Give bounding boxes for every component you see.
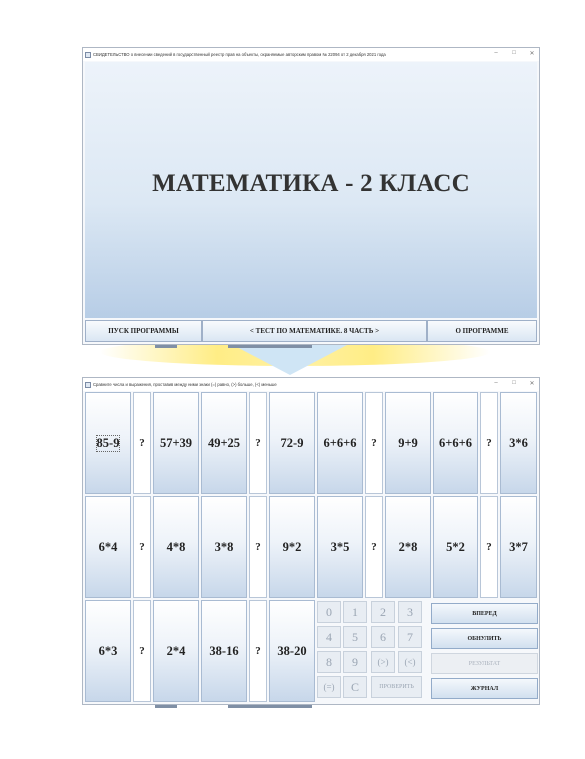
key-7[interactable]: 7: [398, 626, 422, 648]
minimize-icon[interactable]: –: [494, 50, 498, 56]
comparison-slot[interactable]: ?: [365, 496, 383, 598]
key-1[interactable]: 1: [343, 601, 367, 623]
expression-right[interactable]: 2*8: [385, 496, 431, 598]
exercise-window: [82, 377, 540, 705]
start-program-button[interactable]: ПУСК ПРОГРАММЫ: [85, 320, 202, 342]
key-0[interactable]: 0: [317, 601, 341, 623]
comparison-slot[interactable]: ?: [365, 392, 383, 494]
comparison-slot[interactable]: ?: [133, 600, 151, 702]
expression-right[interactable]: 3*6: [500, 392, 537, 494]
reset-button[interactable]: ОБНУЛИТЬ: [431, 628, 538, 649]
minimize-icon[interactable]: –: [494, 380, 498, 386]
title-bar: [83, 48, 539, 61]
decorative-arrow: [233, 345, 347, 375]
bottom-toolbar: [85, 320, 537, 342]
close-icon[interactable]: ✕: [529, 51, 535, 57]
expression-left[interactable]: 38-16: [201, 600, 247, 702]
expression-right[interactable]: 4*8: [153, 496, 199, 598]
result-button[interactable]: РЕЗУЛЬТАТ: [431, 653, 538, 674]
key-less[interactable]: (<): [398, 651, 422, 673]
expression-left[interactable]: 6*4: [85, 496, 131, 598]
expression-right[interactable]: 9+9: [385, 392, 431, 494]
expression-right[interactable]: 9*2: [269, 496, 315, 598]
key-3[interactable]: 3: [398, 601, 422, 623]
check-button[interactable]: ПРОВЕРИТЬ: [371, 676, 422, 698]
forward-button[interactable]: ВПЕРЕД: [431, 603, 538, 624]
comparison-slot[interactable]: ?: [249, 392, 267, 494]
expression-left[interactable]: 6*3: [85, 600, 131, 702]
expression-left[interactable]: 6+6+6: [317, 392, 363, 494]
hero-title: МАТЕМАТИКА - 2 КЛАСС: [152, 170, 470, 197]
expression-left[interactable]: 49+25: [201, 392, 247, 494]
journal-button[interactable]: ЖУРНАЛ: [431, 678, 538, 699]
decorative-bar: [155, 345, 177, 348]
title-bar: [83, 378, 539, 391]
window-controls: [493, 380, 535, 387]
key-greater[interactable]: (>): [371, 651, 395, 673]
window-controls: [493, 50, 535, 57]
expression-right[interactable]: 57+39: [153, 392, 199, 494]
expression-left[interactable]: 6+6+6: [433, 392, 478, 494]
expression-left[interactable]: 85-9: [85, 392, 131, 494]
comparison-slot[interactable]: ?: [480, 496, 498, 598]
key-5[interactable]: 5: [343, 626, 367, 648]
app-icon: [85, 52, 91, 58]
expression-left[interactable]: 3*5: [317, 496, 363, 598]
close-icon[interactable]: ✕: [529, 381, 535, 387]
expression-right[interactable]: 38-20: [269, 600, 315, 702]
key-equal[interactable]: (=): [317, 676, 341, 698]
key-9[interactable]: 9: [343, 651, 367, 673]
comparison-slot[interactable]: ?: [133, 496, 151, 598]
comparison-slot[interactable]: ?: [480, 392, 498, 494]
key-clear[interactable]: C: [343, 676, 367, 698]
decorative-bar: [228, 345, 312, 348]
exercise-grid: [85, 392, 537, 702]
comparison-slot[interactable]: ?: [249, 496, 267, 598]
window-title: Сравните числа и выражения, проставив между ними знаки (=) равно, (>) больше, (<) меньше: [93, 382, 277, 387]
expression-right[interactable]: 72-9: [269, 392, 315, 494]
expression-right[interactable]: 3*7: [500, 496, 537, 598]
main-window: [82, 47, 540, 345]
decorative-bar: [228, 705, 312, 708]
maximize-icon[interactable]: □: [512, 380, 516, 386]
decorative-bar: [155, 705, 177, 708]
key-2[interactable]: 2: [371, 601, 395, 623]
expression-left[interactable]: 5*2: [433, 496, 478, 598]
app-icon: [85, 382, 91, 388]
about-button[interactable]: О ПРОГРАММЕ: [427, 320, 537, 342]
window-title: СВИДЕТЕЛЬСТВО о внесении сведений в государственный реестр прав на объекты, охраняемые авторским правом № 22094 от 2 декабря 2021 года: [93, 52, 386, 57]
maximize-icon[interactable]: □: [512, 50, 516, 56]
test-selector-button[interactable]: < ТЕСТ ПО МАТЕМАТИКЕ. 8 ЧАСТЬ >: [202, 320, 427, 342]
comparison-slot[interactable]: ?: [249, 600, 267, 702]
comparison-slot[interactable]: ?: [133, 392, 151, 494]
key-8[interactable]: 8: [317, 651, 341, 673]
hero-panel: [85, 62, 537, 318]
expression-left[interactable]: 3*8: [201, 496, 247, 598]
key-6[interactable]: 6: [371, 626, 395, 648]
expression-right[interactable]: 2*4: [153, 600, 199, 702]
key-4[interactable]: 4: [317, 626, 341, 648]
